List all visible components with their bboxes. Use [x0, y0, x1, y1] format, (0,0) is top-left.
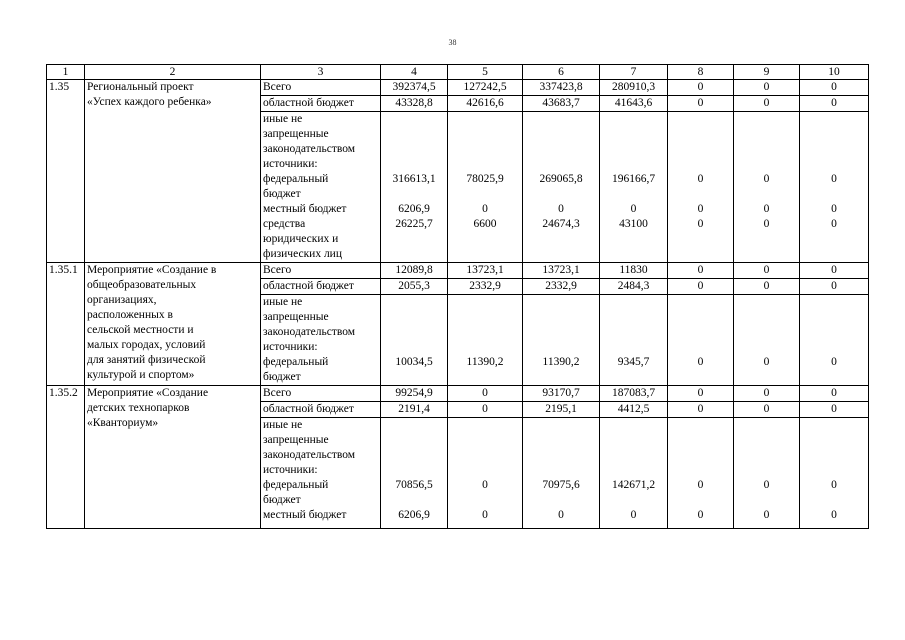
blank-line [736, 325, 797, 340]
federal-value: 70975,6 [542, 479, 580, 491]
blank-line [802, 418, 866, 433]
blank-line [383, 493, 445, 508]
legal-value: 0 [697, 218, 704, 230]
blank-line [602, 493, 665, 508]
local-value: 0 [697, 203, 704, 215]
value-cell: 0 [800, 263, 869, 279]
blank-line [736, 433, 797, 448]
federal-label-line: федеральный [263, 356, 329, 368]
federal-value: 0 [831, 173, 837, 185]
blank-line [736, 127, 797, 142]
federal-value: 0 [697, 173, 704, 185]
value-cell: 0 [800, 80, 869, 96]
section-name-line: организациях, [87, 294, 157, 306]
section-name-line: Мероприятие «Создание в [87, 264, 217, 276]
blank-line [670, 448, 731, 463]
other-sources-label-line: законодательством [263, 449, 356, 461]
blank-line [736, 310, 797, 325]
blank-line [525, 448, 597, 463]
value-cell: 2195,1 [523, 402, 600, 418]
blank-line [602, 310, 665, 325]
blank-line [450, 418, 520, 433]
blank-line [602, 127, 665, 142]
blank-line [450, 433, 520, 448]
value-block-cell [523, 112, 600, 263]
value-block-cell [448, 112, 523, 263]
blank-line [736, 340, 797, 355]
blank-line [525, 127, 597, 142]
blank-line [602, 448, 665, 463]
section-name-line: Региональный проект [87, 81, 194, 93]
blank-line [383, 157, 445, 172]
legal-value: 0 [763, 218, 770, 230]
header-cell: 2 [85, 65, 261, 80]
header-cell: 7 [600, 65, 668, 80]
blank-line [450, 340, 520, 355]
blank-line [525, 310, 597, 325]
blank-line [802, 340, 866, 355]
section-total-row [47, 80, 869, 96]
blank-line [736, 370, 797, 385]
federal-value: 10034,5 [395, 356, 433, 368]
local-value: 0 [482, 509, 488, 521]
legal-value: 43100 [619, 218, 648, 230]
other-sources-label-line: иные не [263, 296, 303, 308]
section-name-line: детских технопарков [87, 402, 190, 414]
row-label-block [261, 418, 381, 529]
value-cell: 0 [448, 386, 523, 402]
blank-line [670, 340, 731, 355]
value-block-cell [523, 295, 600, 386]
row-label: Всего [261, 80, 381, 96]
blank-line [525, 370, 597, 385]
value-block-cell [800, 112, 869, 263]
value-cell: 11830 [600, 263, 668, 279]
value-cell: 2332,9 [523, 279, 600, 295]
local-value: 0 [482, 203, 488, 215]
blank-line [450, 325, 520, 340]
federal-value: 9345,7 [617, 356, 650, 368]
blank-line [802, 448, 866, 463]
legal-value: 6600 [473, 218, 497, 230]
value-cell: 280910,3 [600, 80, 668, 96]
budget-table [46, 64, 869, 529]
federal-value: 11390,2 [542, 356, 580, 368]
row-label: областной бюджет [261, 96, 381, 112]
blank-line [602, 433, 665, 448]
blank-line [736, 187, 797, 202]
row-label: Всего [261, 386, 381, 402]
federal-value: 316613,1 [392, 173, 436, 185]
blank-line [670, 325, 731, 340]
blank-line [602, 463, 665, 478]
federal-label-line: федеральный [263, 479, 329, 491]
blank-line [602, 142, 665, 157]
value-cell: 0 [448, 402, 523, 418]
value-cell: 0 [668, 279, 734, 295]
value-cell: 0 [800, 386, 869, 402]
blank-line [802, 295, 866, 310]
federal-value: 0 [697, 479, 704, 491]
other-sources-label-line: запрещенные [263, 434, 329, 446]
section-name-line: для занятий физической [87, 354, 206, 366]
value-cell: 42616,6 [448, 96, 523, 112]
blank-line [383, 370, 445, 385]
section-name [85, 386, 261, 529]
value-cell: 13723,1 [523, 263, 600, 279]
other-sources-label-line: запрещенные [263, 128, 329, 140]
value-cell: 337423,8 [523, 80, 600, 96]
other-sources-label-line: иные не [263, 419, 303, 431]
blank-line [525, 418, 597, 433]
blank-line [525, 295, 597, 310]
local-label: местный бюджет [263, 509, 347, 521]
legal-value: 0 [831, 218, 837, 230]
blank-line [802, 370, 866, 385]
value-block-cell [600, 418, 668, 529]
federal-value: 0 [763, 173, 770, 185]
blank-line [670, 187, 731, 202]
blank-line [383, 295, 445, 310]
blank-line [802, 433, 866, 448]
value-cell: 0 [734, 279, 800, 295]
local-value: 0 [630, 203, 637, 215]
blank-line [802, 187, 866, 202]
value-cell: 0 [668, 80, 734, 96]
local-value: 0 [558, 203, 564, 215]
blank-line [383, 127, 445, 142]
other-sources-label-line: законодательством [263, 326, 356, 338]
blank-line [525, 325, 597, 340]
blank-line [450, 493, 520, 508]
value-block-cell [600, 112, 668, 263]
blank-line [736, 157, 797, 172]
blank-line [383, 340, 445, 355]
blank-line [450, 463, 520, 478]
blank-line [383, 112, 445, 127]
header-cell: 10 [800, 65, 869, 80]
other-sources-label-line: законодательством [263, 143, 356, 155]
row-label-block [261, 295, 381, 386]
value-cell: 0 [668, 96, 734, 112]
blank-line [525, 157, 597, 172]
local-value: 6206,9 [398, 509, 430, 521]
section-number: 1.35.1 [47, 263, 85, 386]
section-name-line: общеобразовательных [87, 279, 197, 291]
other-sources-label-line: источники: [263, 341, 318, 353]
blank-line [736, 295, 797, 310]
blank-line [670, 370, 731, 385]
federal-value: 0 [831, 479, 837, 491]
federal-value: 11390,2 [466, 356, 504, 368]
blank-line [383, 448, 445, 463]
blank-line [383, 418, 445, 433]
value-cell: 43683,7 [523, 96, 600, 112]
blank-line [525, 112, 597, 127]
blank-line [525, 493, 597, 508]
value-cell: 0 [734, 96, 800, 112]
section-name-line: расположенных в [87, 309, 173, 321]
value-block-cell [668, 112, 734, 263]
section-name [85, 263, 261, 386]
local-value: 0 [831, 509, 837, 521]
spacer [263, 523, 378, 528]
value-cell: 0 [668, 402, 734, 418]
legal-label-line: физических лиц [263, 248, 342, 260]
blank-line [802, 142, 866, 157]
header-cell: 5 [448, 65, 523, 80]
blank-line [383, 463, 445, 478]
blank-line [525, 463, 597, 478]
value-cell: 2484,3 [600, 279, 668, 295]
blank-line [736, 448, 797, 463]
local-value: 0 [763, 203, 770, 215]
blank-line [525, 187, 597, 202]
blank-line [802, 493, 866, 508]
blank-line [602, 340, 665, 355]
other-sources-label-line: иные не [263, 113, 303, 125]
value-cell: 4412,5 [600, 402, 668, 418]
value-block-cell [523, 418, 600, 529]
blank-line [602, 418, 665, 433]
blank-line [383, 325, 445, 340]
blank-line [602, 370, 665, 385]
blank-line [383, 433, 445, 448]
local-label: местный бюджет [263, 203, 347, 215]
value-cell: 0 [800, 96, 869, 112]
blank-line [802, 463, 866, 478]
federal-label-line: бюджет [263, 188, 301, 200]
blank-line [450, 127, 520, 142]
value-cell: 43328,8 [381, 96, 448, 112]
section-name-line: «Успех каждого ребенка» [87, 96, 212, 108]
value-block-cell [800, 295, 869, 386]
blank-line [602, 112, 665, 127]
blank-line [802, 325, 866, 340]
federal-label-line: бюджет [263, 494, 301, 506]
value-block-cell [668, 418, 734, 529]
value-cell: 12089,8 [381, 263, 448, 279]
value-cell: 13723,1 [448, 263, 523, 279]
blank-line [670, 463, 731, 478]
blank-line [383, 187, 445, 202]
value-cell: 0 [800, 402, 869, 418]
value-cell: 0 [734, 402, 800, 418]
other-sources-label-line: источники: [263, 464, 318, 476]
section-name-line: сельской местности и [87, 324, 194, 336]
local-value: 0 [831, 203, 837, 215]
section-name-line: Мероприятие «Создание [87, 387, 209, 399]
federal-value: 196166,7 [611, 173, 656, 185]
local-value: 0 [558, 509, 564, 521]
blank-line [670, 127, 731, 142]
header-cell: 1 [47, 65, 85, 80]
value-block-cell [600, 295, 668, 386]
value-block-cell [381, 418, 448, 529]
value-cell: 392374,5 [381, 80, 448, 96]
value-cell: 0 [668, 263, 734, 279]
value-block-cell [734, 418, 800, 529]
value-block-cell [734, 112, 800, 263]
section-name-line: культурой и спортом» [87, 369, 195, 381]
section-total-row [47, 386, 869, 402]
blank-line [670, 310, 731, 325]
header-cell: 3 [261, 65, 381, 80]
header-cell: 6 [523, 65, 600, 80]
blank-line [736, 112, 797, 127]
blank-line [383, 142, 445, 157]
value-block-cell [448, 295, 523, 386]
value-block-cell [734, 295, 800, 386]
blank-line [602, 325, 665, 340]
legal-label-line: средства [263, 218, 306, 230]
blank-line [802, 127, 866, 142]
section-name-line: малых городах, условий [87, 339, 206, 351]
value-cell: 2055,3 [381, 279, 448, 295]
value-cell: 2332,9 [448, 279, 523, 295]
table-header-row [47, 65, 869, 80]
row-label: областной бюджет [261, 279, 381, 295]
header-cell: 8 [668, 65, 734, 80]
blank-line [802, 310, 866, 325]
local-value: 0 [697, 509, 704, 521]
value-block-cell [668, 295, 734, 386]
value-cell: 187083,7 [600, 386, 668, 402]
blank-line [802, 112, 866, 127]
row-label: Всего [261, 263, 381, 279]
value-block-cell [800, 418, 869, 529]
local-value: 0 [630, 509, 637, 521]
header-cell: 9 [734, 65, 800, 80]
section-name-line: «Кванториум» [87, 417, 159, 429]
other-sources-label-line: источники: [263, 158, 318, 170]
value-cell: 99254,9 [381, 386, 448, 402]
section-name [85, 80, 261, 263]
federal-value: 0 [831, 356, 837, 368]
value-cell: 0 [668, 386, 734, 402]
legal-value: 24674,3 [542, 218, 580, 230]
value-cell: 0 [734, 80, 800, 96]
federal-value: 142671,2 [611, 479, 656, 491]
blank-line [450, 142, 520, 157]
value-cell: 41643,6 [600, 96, 668, 112]
blank-line [670, 433, 731, 448]
blank-line [450, 370, 520, 385]
value-cell: 0 [734, 263, 800, 279]
blank-line [670, 418, 731, 433]
legal-value: 26225,7 [395, 218, 433, 230]
blank-line [450, 112, 520, 127]
federal-value: 0 [482, 479, 488, 491]
page-number: 38 [448, 38, 457, 47]
blank-line [802, 157, 866, 172]
row-label: областной бюджет [261, 402, 381, 418]
blank-line [670, 112, 731, 127]
blank-line [525, 433, 597, 448]
blank-line [736, 418, 797, 433]
value-block-cell [448, 418, 523, 529]
blank-line [736, 493, 797, 508]
value-cell: 93170,7 [523, 386, 600, 402]
blank-line [450, 295, 520, 310]
section-number: 1.35 [47, 80, 85, 263]
federal-label-line: бюджет [263, 371, 301, 383]
blank-line [602, 187, 665, 202]
blank-line [736, 142, 797, 157]
federal-value: 0 [697, 356, 704, 368]
blank-line [670, 295, 731, 310]
federal-value: 78025,9 [466, 173, 504, 185]
federal-value: 70856,5 [395, 479, 433, 491]
legal-label-line: юридических и [263, 233, 339, 245]
blank-line [602, 157, 665, 172]
federal-value: 0 [763, 479, 770, 491]
header-cell: 4 [381, 65, 448, 80]
blank-line [602, 295, 665, 310]
local-value: 6206,9 [398, 203, 430, 215]
value-cell: 0 [800, 279, 869, 295]
section-total-row [47, 263, 869, 279]
blank-line [670, 157, 731, 172]
section-number: 1.35.2 [47, 386, 85, 529]
blank-line [525, 340, 597, 355]
federal-label-line: федеральный [263, 173, 329, 185]
value-cell: 0 [734, 386, 800, 402]
blank-line [670, 493, 731, 508]
value-cell: 2191,4 [381, 402, 448, 418]
other-sources-label-line: запрещенные [263, 311, 329, 323]
value-block-cell [381, 295, 448, 386]
blank-line [450, 157, 520, 172]
row-label-block [261, 112, 381, 263]
value-cell: 127242,5 [448, 80, 523, 96]
blank-line [670, 142, 731, 157]
federal-value: 0 [763, 356, 770, 368]
blank-line [383, 310, 445, 325]
table-body [47, 65, 869, 529]
local-value: 0 [763, 509, 770, 521]
blank-line [450, 448, 520, 463]
blank-line [736, 463, 797, 478]
blank-line [450, 187, 520, 202]
blank-line [450, 310, 520, 325]
federal-value: 269065,8 [539, 173, 583, 185]
value-block-cell [381, 112, 448, 263]
blank-line [525, 142, 597, 157]
